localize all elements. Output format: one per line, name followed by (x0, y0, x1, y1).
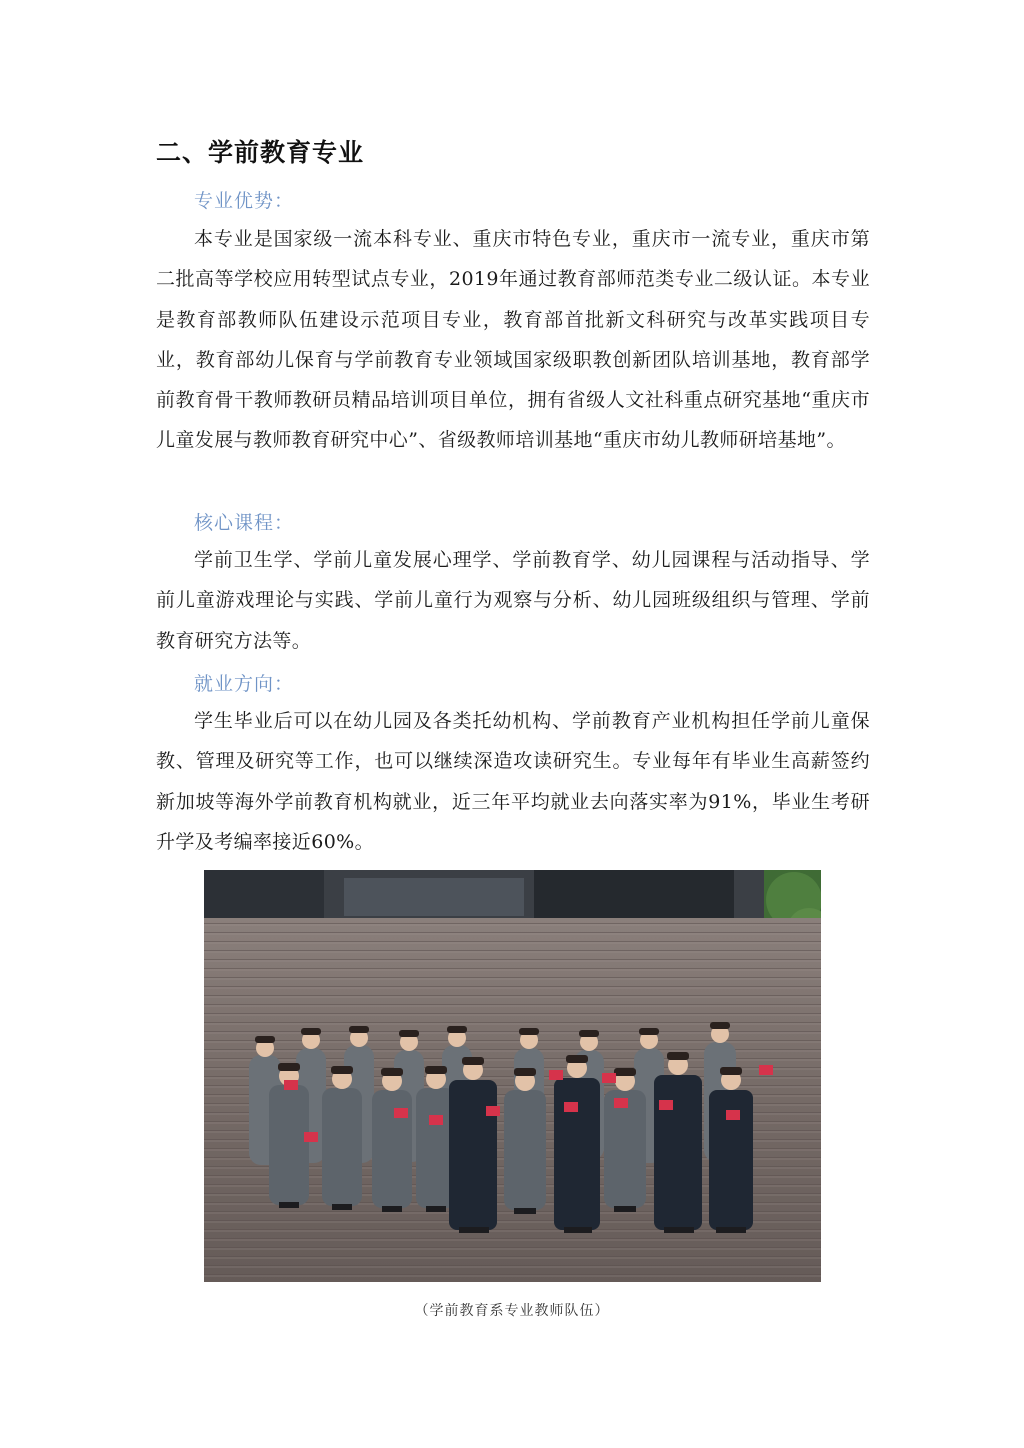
courses-paragraph: 学前卫生学、学前儿童发展心理学、学前教育学、幼儿园课程与活动指导、学前儿童游戏理论与实践、学前儿童行为观察与分析、幼儿园班级组织与管理、学前教育研究方法等。 (156, 549, 870, 652)
advantages-paragraph: 本专业是国家级一流本科专业、重庆市特色专业，重庆市一流专业，重庆市第二批高等学校应用转型试点专业，2019年通过教育部师范类专业二级认证。本专业是教育部教师队伍建设示范项目专业，教育部首批新文科研究与改革实践项目专业，教育部幼儿保育与学前教育专业领域国家级职教创新团队培训基地，教育部学前教育骨干教师教研员精品培训项目单位，拥有省级人文社科重点研究基地“重庆市儿童发展与教师教育研究中心”、省级教师培训基地“重庆市幼儿教师研培基地”。 (156, 228, 870, 452)
employment-title: 就业方向： (194, 673, 295, 695)
faculty-group-photo (204, 870, 821, 1282)
courses-title: 核心课程： (194, 512, 295, 534)
employment-paragraph: 学生毕业后可以在幼儿园及各类托幼机构、学前教育产业机构担任学前儿童保教、管理及研究等工作，也可以继续深造攻读研究生。专业每年有毕业生高薪签约新加坡等海外学前教育机构就业，近三年平均就业去向落实率为91%，毕业生考研升学及考编率接近60%。 (156, 710, 870, 853)
advantages-title: 专业优势： (194, 190, 295, 212)
section-heading: 二、学前教育专业 (156, 138, 365, 167)
photo-caption: （学前教育系专业教师队伍） (414, 1303, 610, 1319)
